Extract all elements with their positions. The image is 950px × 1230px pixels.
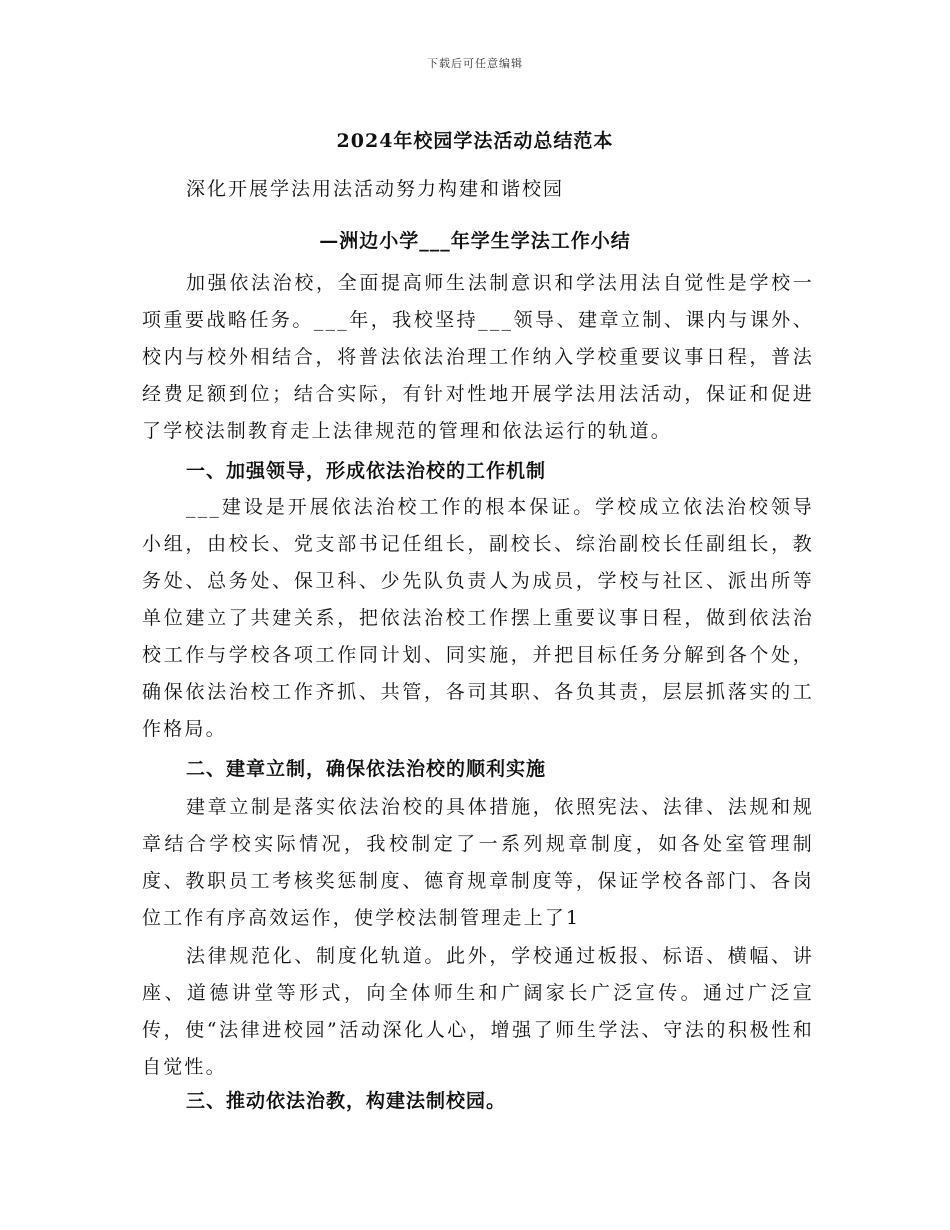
paragraph-section-2: 建章立制是落实依法治校的具体措施，依照宪法、法律、法规和规章结合学校实际情况，我校制定了一系列规章制度，如各处室管理制度、教职员工考核奖惩制度、德育规章制度等，保证学校各部门、各岗位工作有序高效运作，使学校法制管理走上了1: [142, 796, 814, 929]
section-heading-3: 三、推动依法治教，构建法制校园。: [186, 1090, 507, 1112]
document-subtitle: 深化开展学法用法活动努力构建和谐校园: [186, 178, 565, 200]
header-note: 下载后可任意编辑: [427, 57, 523, 70]
document-title: 2024年校园学法活动总结范本: [336, 130, 614, 152]
paragraph-section-2-continued: 法律规范化、制度化轨道。此外，学校通过板报、标语、横幅、讲座、道德讲堂等形式，向全体师生和广阔家长广泛宣传。通过广泛宣传，使“法律进校园”活动深化人心，增强了师生学法、守法的积极性和自觉性。: [142, 945, 814, 1078]
paragraph-intro: 加强依法治校，全面提高师生法制意识和学法用法自觉性是学校一项重要战略任务。___年，我校坚持___领导、建章立制、课内与课外、校内与校外相结合，将普法依法治理工作纳入学校重要议事日程，普法经费足额到位；结合实际，有针对性地开展学法用法活动，保证和促进了学校法制教育走上法律规范的管理和依法运行的轨道。: [142, 272, 814, 442]
section-heading-2: 二、建章立制，确保依法治校的顺利实施: [186, 758, 547, 780]
paragraph-section-1: ___建设是开展依法治校工作的根本保证。学校成立依法治校领导小组，由校长、党支部书记任组长，副校长、综治副校长任副组长，教务处、总务处、保卫科、少先队负责人为成员，学校与社区、派出所等单位建立了共建关系，把依法治校工作摆上重要议事日程，做到依法治校工作与学校各项工作同计划、同实施，并把目标任务分解到各个处，确保依法治校工作齐抓、共管，各司其职、各负其责，层层抓落实的工作格局。: [142, 496, 814, 740]
document-subtitle-school: —洲边小学___年学生学法工作小结: [319, 230, 631, 252]
section-heading-1: 一、加强领导，形成依法治校的工作机制: [186, 460, 547, 482]
